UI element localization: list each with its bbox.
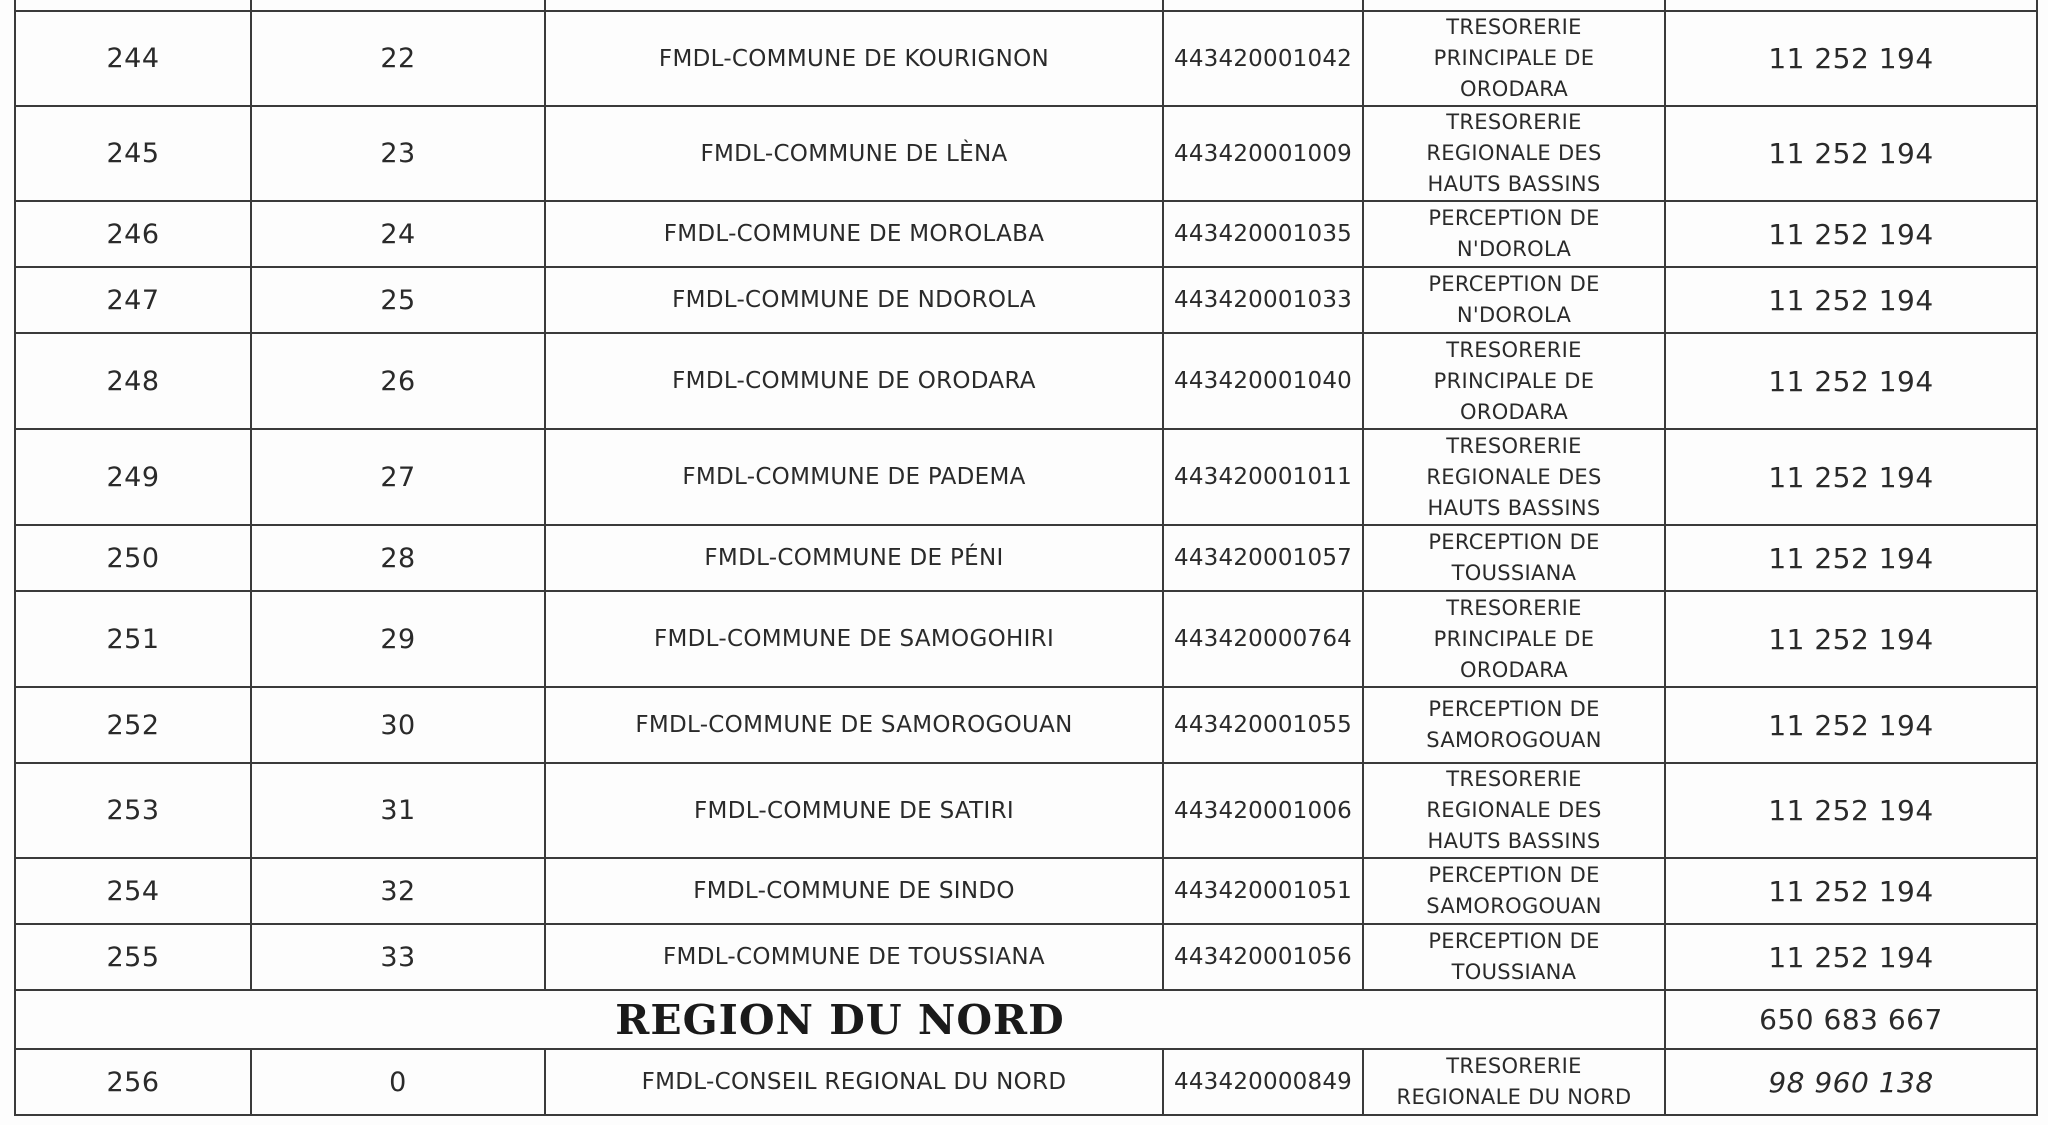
treasury-office-cell: [1363, 267, 1665, 333]
order-number-cell: 255: [15, 924, 251, 990]
commune-number-cell: 22: [251, 11, 545, 106]
treasury-office-line: TRESORERIE: [1446, 433, 1582, 458]
commune-number-cell: 30: [251, 687, 545, 763]
commune-name-cell: FMDL-COMMUNE DE SATIRI: [545, 763, 1163, 858]
treasury-office-line: REGIONALE DES: [1426, 141, 1602, 165]
commune-number-cell: 28: [251, 525, 545, 591]
treasury-office-line: N'DOROLA: [1456, 303, 1572, 327]
table-row: [15, 924, 2037, 990]
account-number-cell: 443420001006: [1163, 763, 1363, 858]
table-row: [15, 429, 2037, 525]
treasury-office-line: ORODARA: [1459, 657, 1569, 682]
commune-number-cell: 24: [251, 201, 545, 267]
commune-number-cell: 27: [251, 429, 545, 525]
treasury-office-line: HAUTS BASSINS: [1427, 829, 1601, 853]
table-row: [15, 267, 2037, 333]
commune-number-cell: 23: [251, 106, 545, 201]
treasury-office-cell: [1363, 11, 1665, 106]
treasury-office-line: REGIONALE DU NORD: [1396, 1085, 1632, 1109]
treasury-office-cell: [1363, 525, 1665, 591]
treasury-office-line: PERCEPTION DE: [1428, 697, 1600, 721]
account-number-cell: 443420001055: [1163, 687, 1363, 763]
commune-name-cell: FMDL-COMMUNE DE PADEMA: [545, 429, 1163, 525]
treasury-office-line: TOUSSIANA: [1451, 561, 1577, 585]
order-number-cell: 253: [15, 763, 251, 858]
treasury-office-line: PRINCIPALE DE: [1433, 368, 1595, 393]
treasury-office-cell: [1363, 106, 1665, 201]
commune-number-cell: 29: [251, 591, 545, 687]
amount-cell: 11 252 194: [1665, 687, 2037, 763]
commune-number-cell: 0: [251, 1049, 545, 1115]
account-number-cell: 443420001035: [1163, 201, 1363, 267]
treasury-office-cell: [1363, 429, 1665, 525]
table-row: [15, 525, 2037, 591]
treasury-office-line: TOUSSIANA: [1451, 960, 1577, 984]
commune-name-cell: FMDL-COMMUNE DE SINDO: [545, 858, 1163, 924]
commune-name-cell: FMDL-COMMUNE DE MOROLABA: [545, 201, 1163, 267]
treasury-office-line: PERCEPTION DE: [1428, 530, 1600, 554]
region-header-row: [15, 990, 2037, 1049]
commune-name-cell: FMDL-COMMUNE DE SAMOGOHIRI: [545, 591, 1163, 687]
commune-number-cell: 31: [251, 763, 545, 858]
account-number-cell: 443420001033: [1163, 267, 1363, 333]
treasury-office-line: REGIONALE DES: [1426, 464, 1602, 489]
table-row: [15, 11, 2037, 106]
table-body: [15, 0, 2037, 1115]
table-row: [15, 591, 2037, 687]
table-row: [15, 1049, 2037, 1115]
commune-number-cell: 25: [251, 267, 545, 333]
commune-number-cell: 33: [251, 924, 545, 990]
amount-cell: 11 252 194: [1665, 525, 2037, 591]
treasury-office-cell: [1363, 924, 1665, 990]
commune-name-cell: FMDL-COMMUNE DE KOURIGNON: [545, 11, 1163, 106]
allocation-table: [14, 0, 2038, 1116]
treasury-office-cell: [1363, 687, 1665, 763]
account-number-cell: 443420001009: [1163, 106, 1363, 201]
table-row: [15, 858, 2037, 924]
amount-cell: 11 252 194: [1665, 11, 2037, 106]
order-number-cell: 251: [15, 591, 251, 687]
treasury-office-line: N'DOROLA: [1456, 237, 1572, 261]
order-number-cell: 252: [15, 687, 251, 763]
account-number-cell: 443420001040: [1163, 333, 1363, 429]
account-number-cell: 443420001056: [1163, 924, 1363, 990]
treasury-office-cell: [1363, 1049, 1665, 1115]
order-number-cell: 245: [15, 106, 251, 201]
treasury-office-line: PRINCIPALE DE: [1433, 626, 1595, 651]
treasury-office-line: TRESORERIE: [1446, 1054, 1582, 1078]
commune-name-cell: FMDL-COMMUNE DE TOUSSIANA: [545, 924, 1163, 990]
account-number-cell: 443420001011: [1163, 429, 1363, 525]
commune-name-cell: FMDL-CONSEIL REGIONAL DU NORD: [545, 1049, 1163, 1115]
treasury-office-cell: [1363, 763, 1665, 858]
treasury-office-line: TRESORERIE: [1446, 337, 1582, 362]
order-number-cell: 247: [15, 267, 251, 333]
account-number-cell: 443420001051: [1163, 858, 1363, 924]
amount-cell: 11 252 194: [1665, 333, 2037, 429]
account-number-cell: 443420000849: [1163, 1049, 1363, 1115]
treasury-office-line: SAMOROGOUAN: [1426, 894, 1602, 918]
treasury-office-line: TRESORERIE: [1446, 110, 1582, 134]
treasury-office-line: PRINCIPALE DE: [1433, 46, 1595, 70]
commune-name-cell: FMDL-COMMUNE DE NDOROLA: [545, 267, 1163, 333]
account-number-cell: 443420001057: [1163, 525, 1363, 591]
table-row: [15, 333, 2037, 429]
treasury-office-line: TRESORERIE: [1446, 15, 1582, 39]
commune-number-cell: 32: [251, 858, 545, 924]
treasury-office-cell: [1363, 201, 1665, 267]
commune-name-cell: FMDL-COMMUNE DE SAMOROGOUAN: [545, 687, 1163, 763]
amount-cell: 11 252 194: [1665, 763, 2037, 858]
amount-cell: 11 252 194: [1665, 201, 2037, 267]
order-number-cell: 249: [15, 429, 251, 525]
amount-cell: 11 252 194: [1665, 106, 2037, 201]
treasury-office-cell: [1363, 333, 1665, 429]
order-number-cell: 244: [15, 11, 251, 106]
treasury-office-line: PERCEPTION DE: [1428, 863, 1600, 887]
table-row-top-edge: [15, 0, 2037, 11]
order-number-cell: 256: [15, 1049, 251, 1115]
treasury-office-cell: [1363, 858, 1665, 924]
order-number-cell: 246: [15, 201, 251, 267]
amount-cell: 11 252 194: [1665, 924, 2037, 990]
table-row: [15, 201, 2037, 267]
commune-number-cell: 26: [251, 333, 545, 429]
commune-name-cell: FMDL-COMMUNE DE LÈNA: [545, 106, 1163, 201]
amount-cell: 11 252 194: [1665, 429, 2037, 525]
treasury-office-line: TRESORERIE: [1446, 767, 1582, 791]
treasury-office-line: SAMOROGOUAN: [1426, 728, 1602, 752]
order-number-cell: 250: [15, 525, 251, 591]
treasury-office-cell: [1363, 591, 1665, 687]
amount-cell: 11 252 194: [1665, 591, 2037, 687]
region-total-amount: 650 683 667: [1665, 990, 2037, 1049]
treasury-office-line: ORODARA: [1459, 77, 1569, 101]
commune-name-cell: FMDL-COMMUNE DE PÉNI: [545, 525, 1163, 591]
treasury-office-line: PERCEPTION DE: [1428, 929, 1600, 953]
treasury-office-line: PERCEPTION DE: [1428, 206, 1600, 230]
order-number-cell: 248: [15, 333, 251, 429]
treasury-office-line: ORODARA: [1459, 399, 1569, 424]
treasury-office-line: PERCEPTION DE: [1428, 272, 1600, 296]
treasury-office-line: HAUTS BASSINS: [1427, 495, 1601, 520]
account-number-cell: 443420001042: [1163, 11, 1363, 106]
treasury-office-line: HAUTS BASSINS: [1427, 172, 1601, 196]
table-row: [15, 687, 2037, 763]
account-number-cell: 443420000764: [1163, 591, 1363, 687]
treasury-office-line: TRESORERIE: [1446, 595, 1582, 620]
commune-name-cell: FMDL-COMMUNE DE ORODARA: [545, 333, 1163, 429]
amount-cell: 98 960 138: [1665, 1049, 2037, 1115]
amount-cell: 11 252 194: [1665, 267, 2037, 333]
table-row: [15, 763, 2037, 858]
region-title: REGION DU NORD: [15, 990, 1665, 1049]
treasury-office-line: REGIONALE DES: [1426, 798, 1602, 822]
amount-cell: 11 252 194: [1665, 858, 2037, 924]
order-number-cell: 254: [15, 858, 251, 924]
table-row: [15, 106, 2037, 201]
